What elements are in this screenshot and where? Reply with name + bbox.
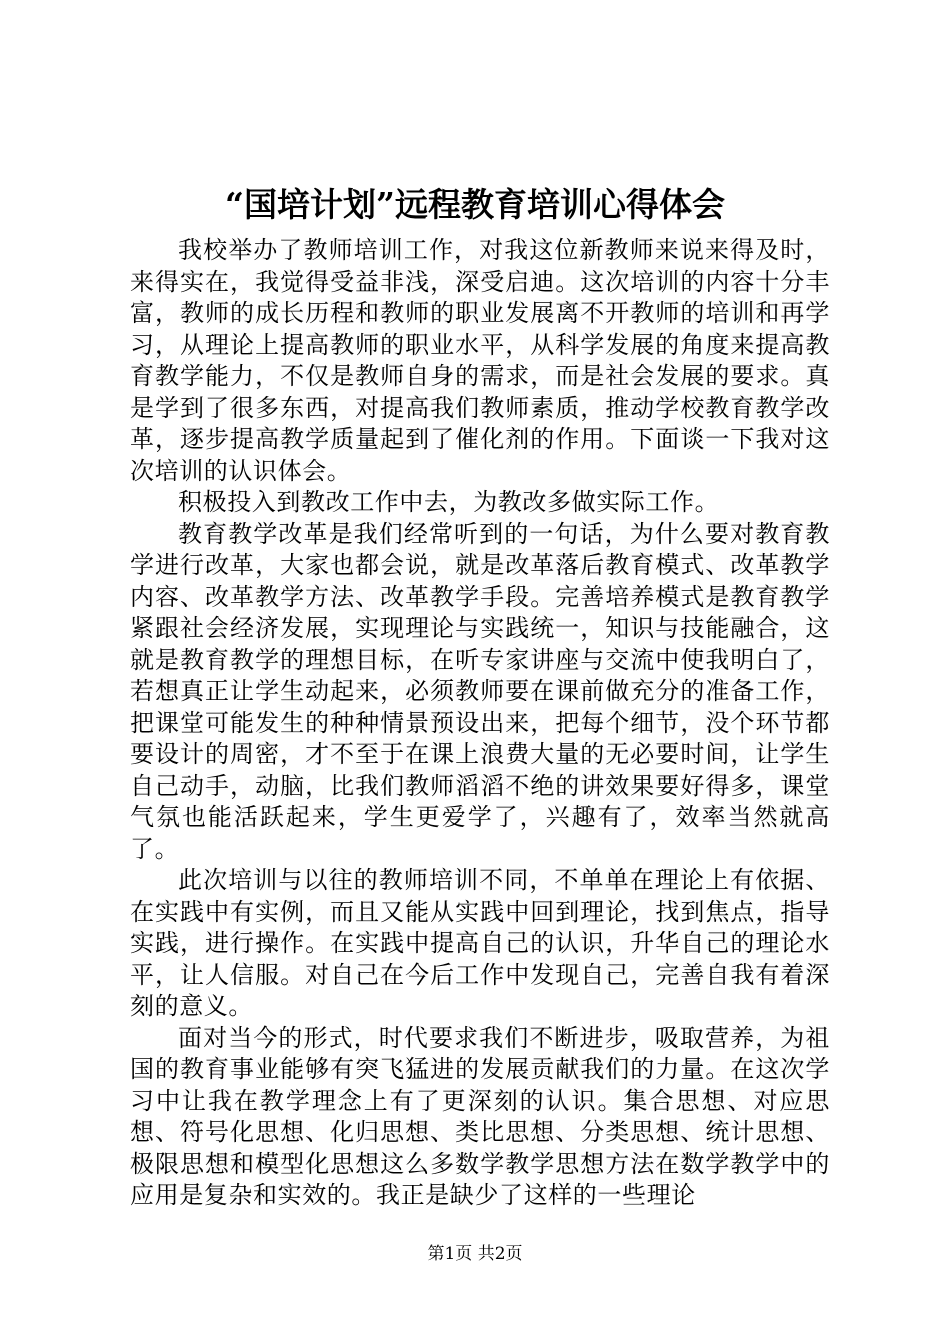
paragraph-1: 我校举办了教师培训工作，对我这位新教师来说来得及时，来得实在，我觉得受益非浅，深受启迪。这次培训的内容十分丰富，教师的成长历程和教师的职业发展离不开教师的培训和再学习，从理论上提高教师的职业水平，从科学发展的角度来提高教育教学能力，不仅是教师自身的需求，而是社会发展的要求。真是学到了很多东西，对提高我们教师素质，推动学校教育教学改革，逐步提高教学质量起到了催化剂的作用。下面谈一下我对这次培训的认识体会。 — [130, 236, 830, 485]
paragraph-4: 此次培训与以往的教师培训不同，不单单在理论上有依据、在实践中有实例，而且又能从实践中回到理论，找到焦点，指导实践，进行操作。在实践中提高自己的认识，升华自己的理论水平，让人信服。对自己在今后工作中发现自己，完善自我有着深刻的意义。 — [130, 866, 830, 1020]
paragraph-2: 积极投入到教改工作中去，为教改多做实际工作。 — [178, 488, 720, 516]
document-body — [130, 235, 830, 1212]
page-footer: 第1页 共2页 — [427, 1244, 523, 1264]
document-title: “国培计划”远程教育培训心得体会 — [225, 185, 725, 224]
paragraph-5: 面对当今的形式，时代要求我们不断进步，吸取营养，为祖国的教育事业能够有突飞猛进的发展贡献我们的力量。在这次学习中让我在教学理念上有了更深刻的认识。集合思想、对应思想、符号化思想、化归思想、类比思想、分类思想、统计思想、极限思想和模型化思想这么多数学教学思想方法在数学教学中的应用是复杂和实效的。我正是缺少了这样的一些理论 — [130, 1023, 830, 1209]
paragraph-3: 教育教学改革是我们经常听到的一句话，为什么要对教育教学进行改革，大家也都会说，就是改革落后教育模式、改革教学内容、改革教学方法、改革教学手段。完善培养模式是教育教学紧跟社会经济发展，实现理论与实践统一，知识与技能融合，这就是教育教学的理想目标，在听专家讲座与交流中使我明白了，若想真正让学生动起来，必须教师要在课前做充分的准备工作，把课堂可能发生的种种情景预设出来，把每个细节，没个环节都要设计的周密，才不至于在课上浪费大量的无必要时间，让学生自己动手，动脑，比我们教师滔滔不绝的讲效果要好得多，课堂气氛也能活跃起来，学生更爱学了，兴趣有了，效率当然就高了。 — [130, 519, 830, 863]
